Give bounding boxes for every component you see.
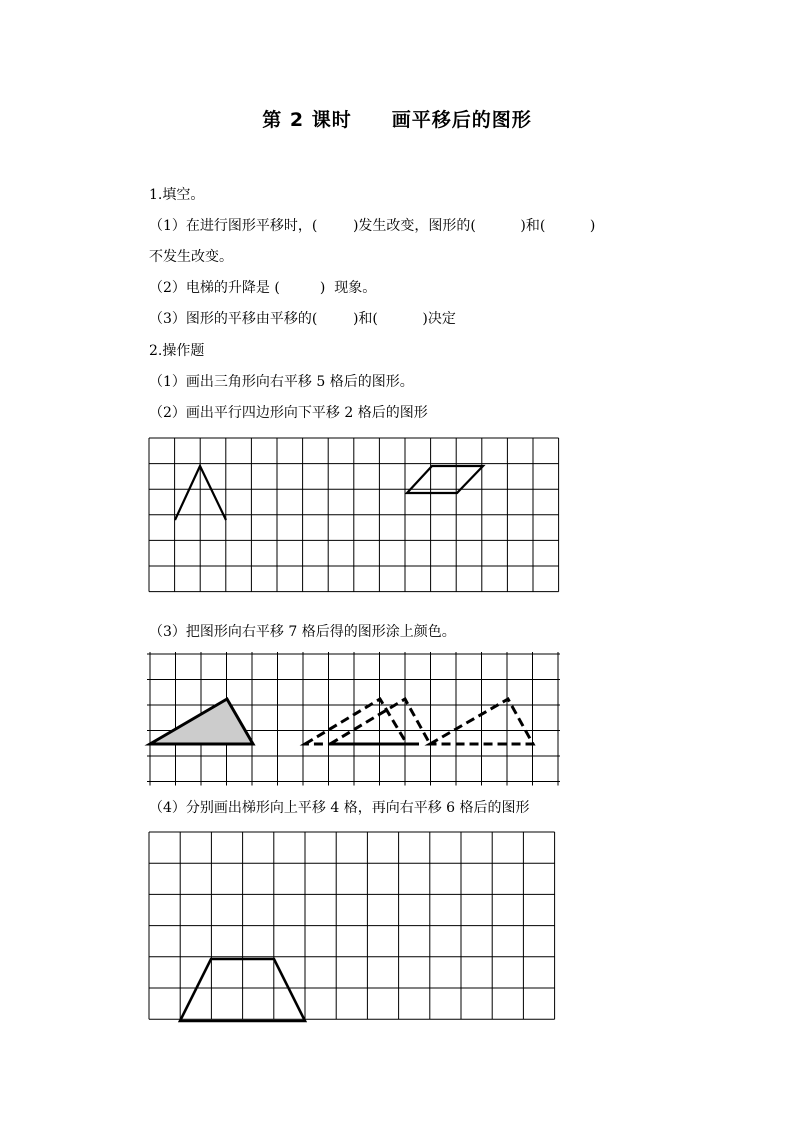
q1-item1-line2: 不发生改变。 (149, 249, 233, 265)
q1-item1-line1: （1）在进行图形平移时，( )发生改变，图形的( )和( ) (149, 218, 596, 234)
q2-item4: （4）分别画出梯形向上平移 4 格，再向右平移 6 格后的图形 (149, 800, 530, 816)
q2-heading: 2.操作题 (149, 343, 205, 359)
q2-item2: （2）画出平行四边形向下平移 2 格后的图形 (149, 405, 428, 421)
q1-item2: （2）电梯的升降是 ( ) 现象。 (149, 280, 377, 296)
lesson-topic: 画平移后的图形 (391, 109, 532, 131)
q2-item1: （1）画出三角形向右平移 5 格后的图形。 (149, 374, 414, 390)
q2-item3: （3）把图形向右平移 7 格后得的图形涂上颜色。 (149, 624, 456, 640)
q1-item3: （3）图形的平移由平移的( )和( )决定 (149, 311, 456, 327)
lesson-label: 第 2 课时 (262, 109, 352, 131)
q1-heading: 1.填空。 (149, 187, 205, 203)
grid-3-lines (149, 832, 555, 1019)
